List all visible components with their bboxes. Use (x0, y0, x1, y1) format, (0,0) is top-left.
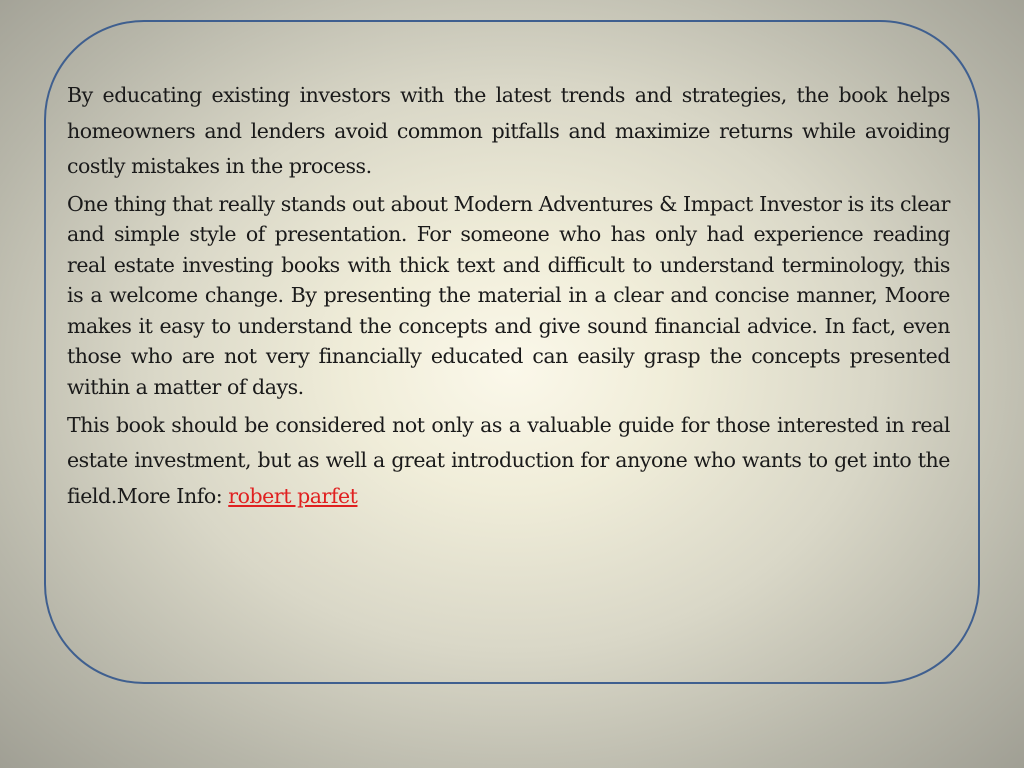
paragraph-3 (67, 408, 950, 515)
paragraph-3-text: This book should be considered not only as a valuable guide for those interested in real estate investment, but as well a great introduction for anyone who wants to get into the field.More Info: (67, 412, 950, 508)
paragraph-1: By educating existing investors with the latest trends and strategies, the book helps homeowners and lenders avoid common pitfalls and maximize returns while avoiding costly mistakes in the process. (67, 83, 950, 178)
more-info-link[interactable]: robert parfet (228, 483, 358, 508)
paragraph-2: One thing that really stands out about Modern Adventures & Impact Investor is its clear and simple style of presentation. For someone who has only had experience reading real estate investing books with thick text and difficult to understand terminology, this is a welcome change. By presenting the material in a clear and concise manner, Moore makes it easy to understand the concepts and give sound financial advice. In fact, even those who are not very financially educated can easily grasp the concepts presented within a matter of days. (67, 191, 950, 400)
document-body (67, 78, 950, 514)
